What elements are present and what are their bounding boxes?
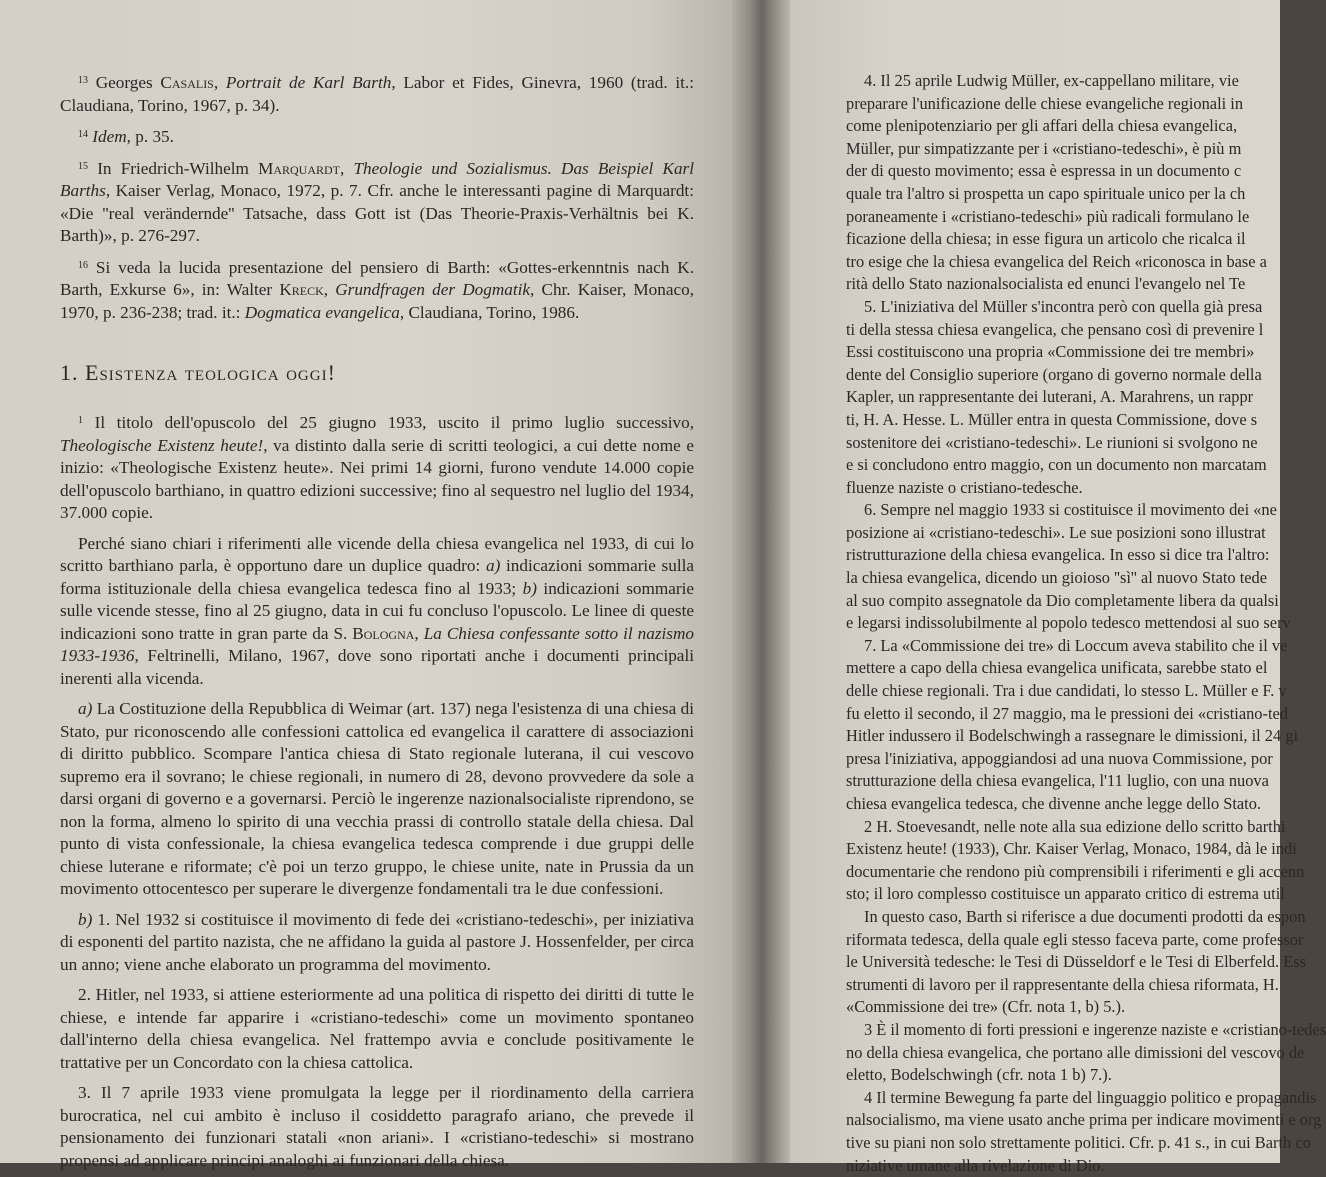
paragraph-5: 2. Hitler, nel 1933, si attiene esteriormente ad una politica di rispetto dei diritti di tutte le chiese, e intende far apparire i «cristiano-tedeschi» come un movimento spontaneo dall'interno della chiesa evangelica. Nel frattempo avvia e conclude positivamente le trattative per un Concordato con la chiesa cattolica. (60, 984, 694, 1074)
right-page-line: «Commissione dei tre» (Cfr. nota 1, b) 5.). (846, 996, 1306, 1019)
right-page-line: strutturazione della chiesa evangelica, l'11 luglio, con una nuova (846, 770, 1306, 793)
right-page-line: Kapler, un rappresentante dei luterani, A. Marahrens, un rappr (846, 386, 1306, 409)
right-page-text (846, 70, 1306, 1177)
footnote-15: $^{15}$ In Friedrich-Wilhelm Marquardt, Theologie und Sozialismus. Das Beispiel Karl Barths, Kaiser Verlag, Monaco, 1972, p. 7. Cfr. anche le interessanti pagine di Marquardt: «Die ''real verändernde'' Tatsache, dass Gott ist (Das Theorie-Praxis-Verhältnis bei K. Barth)», p. 276-297. (60, 158, 694, 248)
right-page-line: der di questo movimento; essa è espressa in un documento c (846, 160, 1306, 183)
right-page-line: tive su piani non solo strettamente politici. Cfr. p. 41 s., in cui Barth co (846, 1132, 1306, 1155)
right-page-line: ficazione della chiesa; in esse figura un articolo che ricalca il (846, 228, 1306, 251)
paragraph-2: Perché siano chiari i riferimenti alle vicende della chiesa evangelica nel 1933, di cui lo scritto barthiano parla, è opportuno dare un duplice quadro: a) indicazioni sommarie sulla forma istituzionale della chiesa evangelica tedesca fino al 1933; b) indicazioni sommarie sulle vicende stesse, fino al 25 giugno, data in cui fu concluso l'opuscolo. Le linee di queste indicazioni sono tratte in gran parte da S. Bologna, La Chiesa confessante sotto il nazismo 1933-1936, Feltrinelli, Milano, 1967, dove sono riportati anche i documenti principali inerenti alla vicenda. (60, 533, 694, 691)
book-gutter (732, 0, 792, 1163)
right-page-line: al suo compito assegnatole da Dio completamente libera da qualsi (846, 590, 1306, 613)
right-page (790, 0, 1280, 1163)
right-page-line: ti, H. A. Hesse. L. Müller entra in questa Commissione, dove s (846, 409, 1306, 432)
right-page-line: poraneamente i «cristiano-tedeschi» più radicali formulano le (846, 206, 1306, 229)
right-page-line: 6. Sempre nel maggio 1933 si costituisce il movimento dei «ne (846, 499, 1306, 522)
right-page-line: Hitler indussero il Bodelschwingh a rassegnare le dimissioni, il 24 gi (846, 725, 1306, 748)
right-page-line: quale tra l'altro si prospetta un capo spirituale unico per la ch (846, 183, 1306, 206)
right-page-line: e legarsi indissolubilmente al popolo tedesco mettendosi al suo serv (846, 612, 1306, 635)
right-page-line: posizione ai «cristiano-tedeschi». Le sue posizioni sono illustrat (846, 522, 1306, 545)
right-page-line: ti della stessa chiesa evangelica, che pensano così di prevenire l (846, 319, 1306, 342)
right-page-line: le Università tedesche: le Tesi di Düsseldorf e le Tesi di Elberfeld. Ess (846, 951, 1306, 974)
footnote-16: $^{16}$ Si veda la lucida presentazione del pensiero di Barth: «Gottes-erkenntnis nach K. Barth, Exkurse 6», in: Walter Kreck, Grundfragen der Dogmatik, Chr. Kaiser, Monaco, 1970, p. 236-238; trad. it.: Dogmatica evangelica, Claudiana, Torino, 1986. (60, 257, 694, 325)
right-page-line: Müller, pur simpatizzante per i «cristiano-tedeschi», è più m (846, 138, 1306, 161)
right-page-line: chiesa evangelica tedesca, che divenne anche legge dello Stato. (846, 793, 1306, 816)
right-page-line: fluenze naziste o cristiano-tedesche. (846, 477, 1306, 500)
right-page-line: no della chiesa evangelica, che portano alle dimissioni del vescovo de (846, 1042, 1306, 1065)
right-page-line: Essi costituiscono una propria «Commissione dei tre membri» (846, 341, 1306, 364)
right-page-line: preparare l'unificazione delle chiese evangeliche regionali in (846, 93, 1306, 116)
right-page-line: tro esige che la chiesa evangelica del Reich «riconosca in base a (846, 251, 1306, 274)
right-page-line: documentarie che rendono più comprensibili i riferimenti e gli accenn (846, 861, 1306, 884)
right-page-line: dente del Consiglio superiore (organo di governo normale della (846, 364, 1306, 387)
right-page-line: ristrutturazione della chiesa evangelica. In esso si dice tra l'altro: (846, 544, 1306, 567)
right-page-line: 4 Il termine Bewegung fa parte del linguaggio politico e propagandis (846, 1087, 1306, 1110)
right-page-line: riformata tedesca, della quale egli stesso faceva parte, come professor (846, 929, 1306, 952)
right-page-line: 2 H. Stoevesandt, nelle note alla sua edizione dello scritto barthi (846, 816, 1306, 839)
paragraph-3: a) La Costituzione della Repubblica di Weimar (art. 137) nega l'esistenza di una chiesa di Stato, pur riconoscendo alle confessioni cattolica ed evangelica il carattere di associazioni di diritto pubblico. Scompare l'antica chiesa di Stato regionale luterana, il cui vescovo supremo era il sovrano; le chiese regionali, in numero di 28, devono provvedere da sole a darsi organi di governo e a governarsi. Perciò le ingerenze nazionalsocialiste riprendono, se non la forma, almeno lo spirito di una vecchia prassi di controllo statale della chiesa. Dal punto di vista confessionale, la chiesa evangelica tedesca comprende i due gruppi delle chiese luterane e riformate; c'è poi un terzo gruppo, le chiese unite, nate in Prussia da un movimento ottocentesco per superare le divergenze fondamentali tra le due confessioni. (60, 698, 694, 901)
right-page-line: come plenipotenziario per gli affari della chiesa evangelica, (846, 115, 1306, 138)
right-page-line: e si concludono entro maggio, con un documento non marcatam (846, 454, 1306, 477)
right-page-line: presa l'iniziativa, appoggiandosi ad una nuova Commissione, por (846, 748, 1306, 771)
footnote-14: $^{14}$ Idem, p. 35. (60, 126, 694, 149)
right-page-line: la chiesa evangelica, dicendo un gioioso ''sì'' al nuovo Stato tede (846, 567, 1306, 590)
right-page-line: Existenz heute! (1933), Chr. Kaiser Verlag, Monaco, 1984, dà le indi (846, 838, 1306, 861)
paragraph-6: 3. Il 7 aprile 1933 viene promulgata la legge per il riordinamento della carriera burocratica, nel cui ambito è incluso il cosiddetto paragrafo ariano, che prevede il pensionamento dei funzionari statali «non ariani». I «cristiano-tedeschi» si mostrano propensi ad applicare principi analoghi ai funzionari della chiesa. (60, 1082, 694, 1172)
right-page-line: rità dello Stato nazionalsocialista ed enunci l'evangelo nel Te (846, 273, 1306, 296)
paragraph-1: $^1$ Il titolo dell'opuscolo del 25 giugno 1933, uscito il primo luglio successivo, Theologische Existenz heute!, va distinto dalla serie di scritti teologici, a cui dette nome e inizio: «Theologische Existenz heute». Nei primi 14 giorni, furono vendute 14.000 copie dell'opuscolo barthiano, in quattro edizioni successive; fino al sequestro nel luglio del 1934, 37.000 copie. (60, 412, 694, 525)
right-page-line: sto; il loro complesso costituisce un apparato critico di estrema util (846, 883, 1306, 906)
right-page-line: nalsocialismo, ma viene usato anche prima per indicare movimenti e org (846, 1109, 1306, 1132)
right-page-line: niziative umane alla rivelazione di Dio. (846, 1155, 1306, 1177)
right-page-line: 4. Il 25 aprile Ludwig Müller, ex-cappellano militare, vie (846, 70, 1306, 93)
paragraph-4: b) 1. Nel 1932 si costituisce il movimento di fede dei «cristiano-tedeschi», per iniziativa di esponenti del partito nazista, che ne affidano la guida al pastore J. Hossenfelder, per circa un anno; viene anche elaborato un programma del movimento. (60, 909, 694, 977)
right-page-line: 7. La «Commissione dei tre» di Loccum aveva stabilito che il ve (846, 635, 1306, 658)
right-page-line: sostenitore dei «cristiano-tedeschi». Le riunioni si svolgono ne (846, 432, 1306, 455)
right-page-line: 3 È il momento di forti pressioni e ingerenze naziste e «cristiano-tedes (846, 1019, 1306, 1042)
right-page-line: mettere a capo della chiesa evangelica unificata, sarebbe stato el (846, 657, 1306, 680)
right-page-line: delle chiese regionali. Tra i due candidati, lo stesso L. Müller e F. v (846, 680, 1306, 703)
footnote-13: $^{13}$ Georges Casalis, Portrait de Karl Barth, Labor et Fides, Ginevra, 1960 (trad. it.: Claudiana, Torino, 1967, p. 34). (60, 72, 694, 117)
right-page-line: In questo caso, Barth si riferisce a due documenti prodotti da espon (846, 906, 1306, 929)
section-heading: 1. Esistenza teologica oggi! (60, 360, 694, 386)
right-page-line: strumenti di lavoro per il rappresentante della chiesa riformata, H. (846, 974, 1306, 997)
right-page-line: fu eletto il secondo, il 27 maggio, ma le pressioni dei «cristiano-ted (846, 703, 1306, 726)
right-page-line: eletto, Bodelschwingh (cfr. nota 1 b) 7.). (846, 1064, 1306, 1087)
right-page-line: 5. L'iniziativa del Müller s'incontra però con quella già presa (846, 296, 1306, 319)
